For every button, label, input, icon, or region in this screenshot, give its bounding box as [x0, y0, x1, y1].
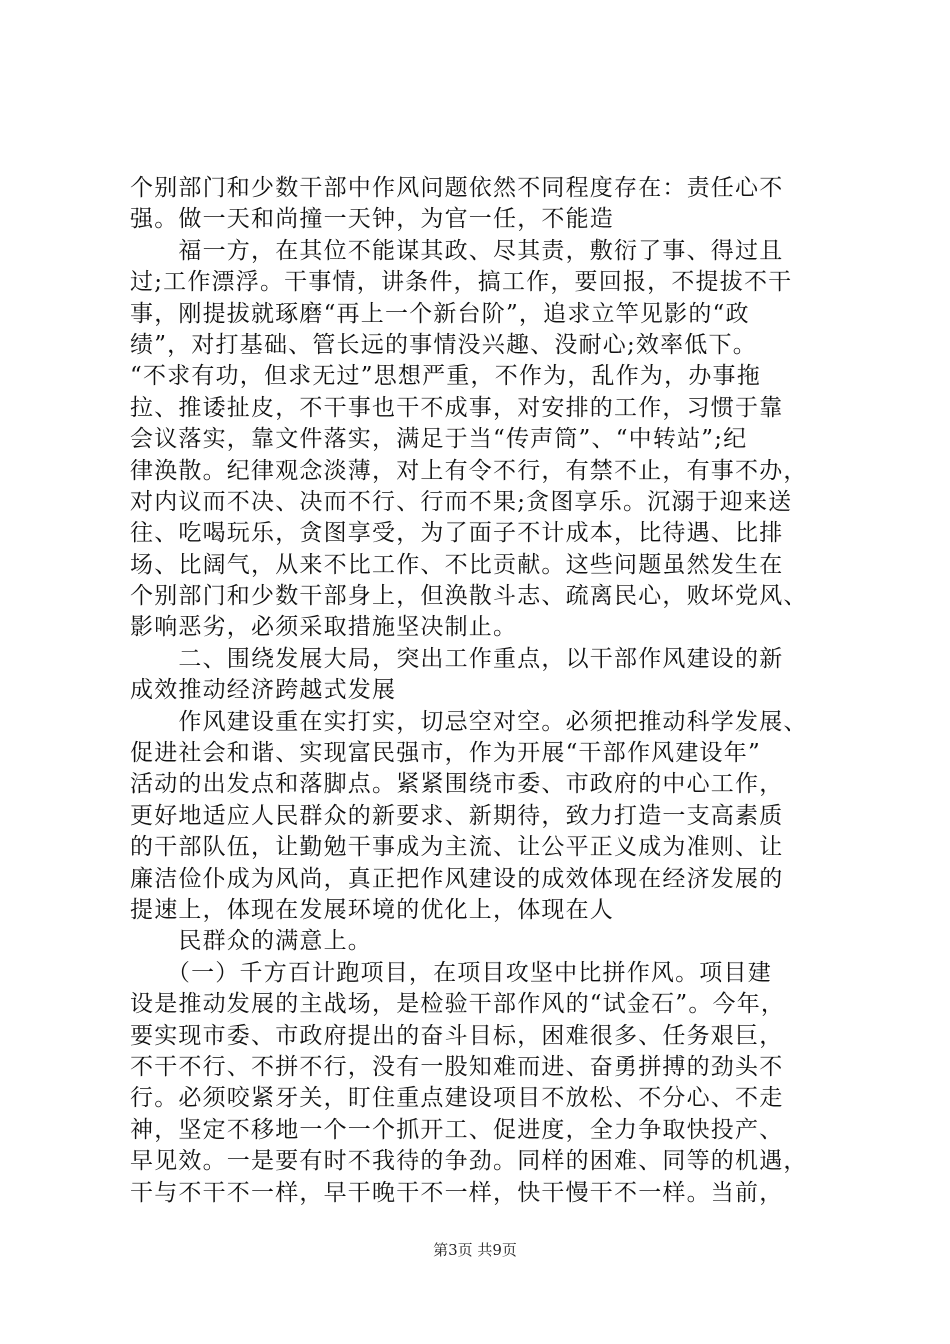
text-line: 事，刚提拔就琢磨“再上一个新台阶”，追求立竿见影的“政 — [130, 300, 750, 327]
text-line: 律涣散。纪律观念淡薄，对上有令不行，有禁不止，有事不办， — [130, 457, 808, 484]
text-line: 提速上，体现在发展环境的优化上，体现在人 — [130, 896, 614, 923]
text-line: 行。必须咬紧牙关，盯住重点建设项目不放松、不分心、不走 — [130, 1085, 784, 1112]
text-line: 拉、推诿扯皮，不干事也干不成事，对安排的工作，习惯于靠 — [130, 394, 784, 421]
text-line: 民群众的满意上。 — [130, 928, 372, 955]
text-line: 干与不干不一样，早干晚干不一样，快干慢干不一样。当前， — [130, 1179, 784, 1206]
text-line: “不求有功，但求无过”思想严重，不作为，乱作为，办事拖 — [130, 363, 761, 390]
text-line: 促进社会和谐、实现富民强市，作为开展“干部作风建设年” — [130, 740, 761, 767]
text-line: 绩”，对打基础、管长远的事情没兴趣、没耐心;效率低下。 — [130, 331, 757, 358]
text-line: 过;工作漂浮。干事情，讲条件，搞工作，要回报，不提拔不干 — [130, 269, 793, 296]
text-line: 不干不行、不拼不行，没有一股知难而进、奋勇拼搏的劲头不 — [130, 1053, 784, 1080]
text-line: 作风建设重在实打实，切忌空对空。必须把推动科学发展、 — [130, 708, 808, 735]
text-line: 对内议而不决、决而不行、行而不果;贪图享乐。沉溺于迎来送 — [130, 488, 793, 515]
text-line: 强。做一天和尚撞一天钟，为官一任，不能造 — [130, 206, 614, 233]
text-line: 个别部门和少数干部中作风问题依然不同程度存在：责任心不 — [130, 175, 784, 201]
text-line: 二、围绕发展大局，突出工作重点，以干部作风建设的新 — [130, 645, 784, 672]
body-text — [130, 173, 835, 1209]
text-line: 设是推动发展的主战场，是检验干部作风的“试金石”。今年， — [130, 991, 786, 1018]
text-line: 的干部队伍，让勤勉干事成为主流、让公平正义成为准则、让 — [130, 834, 784, 861]
text-line: 更好地适应人民群众的新要求、新期待，致力打造一支高素质 — [130, 802, 784, 829]
text-line: 神，坚定不移地一个一个抓开工、促进度，全力争取快投产、 — [130, 1116, 784, 1143]
text-line: 活动的出发点和落脚点。紧紧围绕市委、市政府的中心工作， — [130, 771, 784, 798]
text-line: 场、比阔气，从来不比工作、不比贡献。这些问题虽然发生在 — [130, 551, 784, 578]
text-line: 福一方，在其位不能谋其政、尽其责，敷衍了事、得过且 — [130, 237, 784, 264]
text-line: 个别部门和少数干部身上，但涣散斗志、疏离民心，败坏党风、 — [130, 583, 808, 610]
text-line: 要实现市委、市政府提出的奋斗目标，困难很多、任务艰巨， — [130, 1022, 784, 1049]
text-line: 早见效。一是要有时不我待的争劲。同样的困难、同等的机遇， — [130, 1148, 808, 1175]
text-line: 往、吃喝玩乐，贪图享受，为了面子不计成本，比待遇、比排 — [130, 520, 784, 547]
text-line: 成效推动经济跨越式发展 — [130, 677, 397, 704]
text-line: （一）千方百计跑项目，在项目攻坚中比拼作风。项目建 — [130, 959, 772, 986]
page-footer: 第3页 共9页 — [433, 1241, 517, 1259]
text-line: 会议落实，靠文件落实，满足于当“传声筒”、“中转站”;纪 — [130, 426, 748, 453]
text-line: 影响恶劣，必须采取措施坚决制止。 — [130, 614, 518, 641]
text-line: 廉洁俭仆成为风尚，真正把作风建设的成效体现在经济发展的 — [130, 865, 784, 892]
